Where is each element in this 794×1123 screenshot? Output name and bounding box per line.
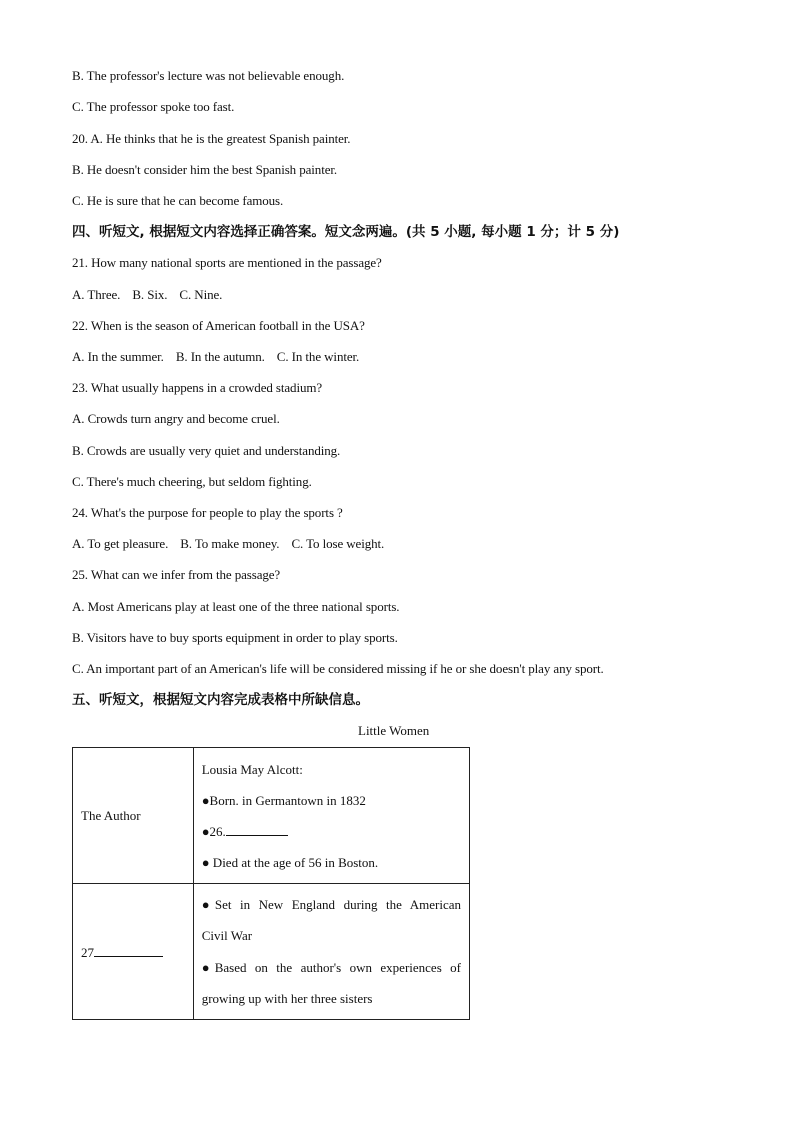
question-19-option-b: B. The professor's lecture was not believable enough. [72,68,345,83]
blank-27-number: 27 [81,944,94,960]
author-born: ●Born. in Germantown in 1832 [201,792,366,808]
question-21: 21. How many national sports are mentioned in the passage? [72,255,382,270]
question-22: 22. When is the season of American football in the USA? [72,318,365,333]
option-c: C. Nine. [179,287,223,302]
book-basis-line-1: ●Based on the author's own experiences of [201,959,461,975]
question-23: 23. What usually happens in a crowded stadium? [72,380,323,395]
question-22-options [72,348,359,366]
option-b: B. Six. [132,287,168,302]
blank-26-line [202,816,461,847]
question-25-option-c: C. An important part of an American's life will be considered missing if he or she doesn't play any sport. [72,661,604,676]
author-label: The Author [81,807,141,823]
question-23-option-b: B. Crowds are usually very quiet and understanding. [72,443,341,458]
option-a: A. In the summer. [72,349,164,364]
table-row [73,884,470,1020]
author-died: ● Died at the age of 56 in Boston. [201,854,379,870]
book-setting-line-1: ●Set in New England during the American [201,896,461,912]
blank-26 [226,822,288,836]
option-c: C. In the winter. [276,349,360,364]
question-21-options [72,286,222,304]
question-25: 25. What can we infer from the passage? [72,567,281,582]
question-19-option-c: C. The professor spoke too fast. [72,99,235,114]
question-23-option-c: C. There's much cheering, but seldom fighting. [72,474,312,489]
section-4-heading: 四、听短文, 根据短文内容选择正确答案。短文念两遍。(共 5 小题, 每小题 1 分；计 5 分) [72,224,620,240]
blank-26-number: ●26. [201,823,226,839]
question-25-option-a: A. Most Americans play at least one of the three national sports. [72,599,400,614]
section-5-heading: 五、听短文，根据短文内容完成表格中所缺信息。 [72,692,369,708]
question-24: 24. What's the purpose for people to play the sports ? [72,505,343,520]
option-a: A. To get pleasure. [72,536,169,551]
option-c: C. To lose weight. [291,536,385,551]
option-b: B. In the autumn. [175,349,265,364]
question-25-option-b: B. Visitors have to buy sports equipment in order to play sports. [72,630,398,645]
book-basis-line-2: growing up with her three sisters [201,991,373,1006]
author-details-cell [193,748,469,884]
blank-27-cell [73,884,194,1020]
author-label-cell [73,748,194,884]
question-20-option-b: B. He doesn't consider him the best Spanish painter. [72,162,338,177]
table-row [73,748,470,884]
question-20: 20. A. He thinks that he is the greatest Spanish painter. [72,131,351,146]
question-24-options [72,535,384,553]
option-b: B. To make money. [180,536,280,551]
table-caption: Little Women [358,723,430,738]
blank-27 [94,943,163,957]
question-20-option-c: C. He is sure that he can become famous. [72,193,284,208]
book-setting-line-2: Civil War [201,928,253,943]
option-a: A. Three. [72,287,121,302]
question-23-option-a: A. Crowds turn angry and become cruel. [72,411,280,426]
book-details-cell [193,884,469,1020]
info-table [72,747,470,1020]
author-name: Lousia May Alcott: [201,761,303,777]
